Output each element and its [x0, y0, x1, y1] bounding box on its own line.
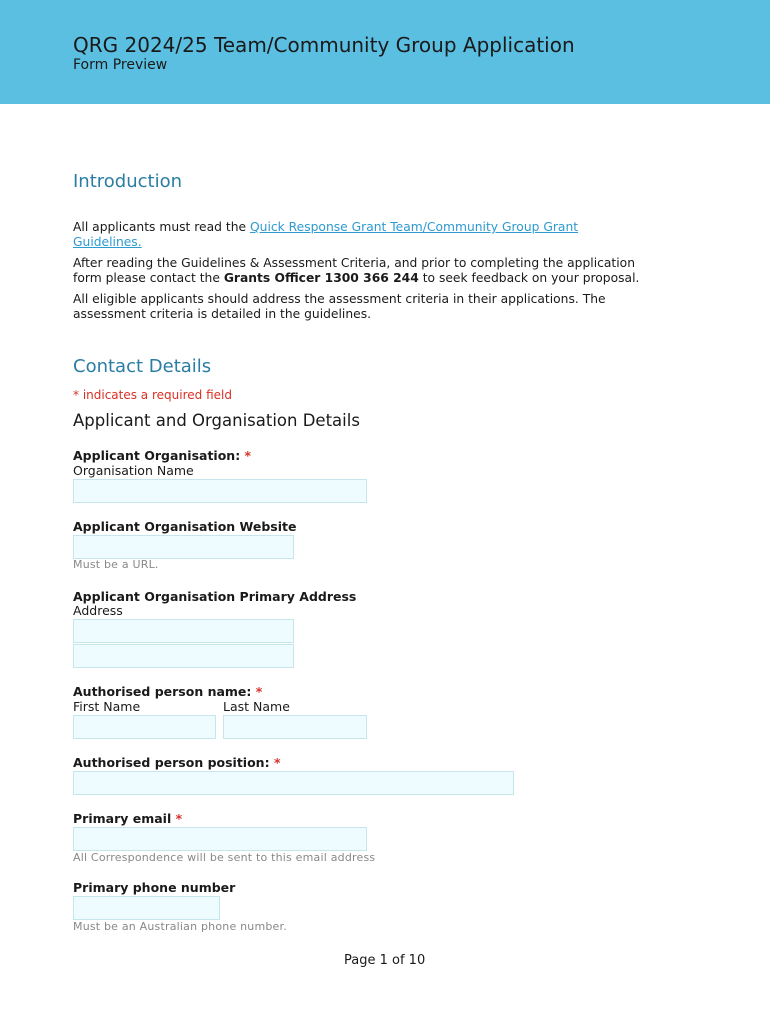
intro-paragraph-3-line2: assessment criteria is detailed in the guidelines.: [73, 307, 372, 321]
required-star: *: [175, 811, 183, 826]
address-line1-input[interactable]: [73, 619, 294, 643]
intro-paragraph-1-cont: [73, 235, 142, 250]
website-label: Applicant Organisation Website: [73, 519, 297, 534]
address-line2-input[interactable]: [73, 644, 294, 668]
page-number: Page 1 of 10: [344, 953, 426, 968]
first-name-input[interactable]: [73, 715, 216, 739]
email-label: [73, 811, 182, 826]
email-label-text: Primary email: [73, 811, 172, 826]
required-field-note: * indicates a required field: [73, 388, 232, 402]
guidelines-link-cont[interactable]: Guidelines.: [73, 235, 142, 249]
intro-p2-suffix: to seek feedback on your proposal.: [418, 271, 640, 285]
last-name-input[interactable]: [223, 715, 367, 739]
email-input[interactable]: [73, 827, 367, 851]
applicant-details-subheading: Applicant and Organisation Details: [73, 411, 360, 430]
org-name-sublabel: Organisation Name: [73, 463, 194, 478]
website-input[interactable]: [73, 535, 294, 559]
introduction-heading: Introduction: [73, 171, 183, 192]
required-star: *: [244, 448, 252, 463]
position-label: [73, 755, 280, 770]
required-star: *: [255, 684, 263, 699]
address-label: Applicant Organisation Primary Address: [73, 589, 357, 604]
phone-hint: Must be an Australian phone number.: [73, 920, 287, 933]
website-hint: Must be a URL.: [73, 558, 159, 571]
form-subtitle: Form Preview: [73, 57, 168, 73]
intro-paragraph-3-line1: All eligible applicants should address the assessment criteria in their applications. The: [73, 292, 606, 306]
intro-p2-prefix: form please contact the: [73, 271, 224, 285]
email-hint: All Correspondence will be sent to this email address: [73, 851, 376, 864]
guidelines-link[interactable]: Quick Response Grant Team/Community Group Grant: [249, 220, 579, 234]
org-label: [73, 448, 251, 463]
page-header: [0, 0, 770, 104]
org-label-text: Applicant Organisation:: [73, 448, 241, 463]
address-sublabel: Address: [73, 603, 123, 618]
intro-p1-text: All applicants must read the: [73, 220, 250, 234]
intro-paragraph-2-line2: [73, 271, 639, 286]
grants-officer-contact: Grants Officer 1300 366 244: [223, 271, 419, 285]
org-name-input[interactable]: [73, 479, 367, 503]
person-name-label: [73, 684, 262, 699]
position-input[interactable]: [73, 771, 514, 795]
intro-paragraph-1: [73, 220, 578, 235]
required-star: *: [273, 755, 281, 770]
phone-input[interactable]: [73, 896, 220, 920]
intro-paragraph-2-line1: After reading the Guidelines & Assessment Criteria, and prior to completing the application: [73, 256, 635, 270]
phone-label: Primary phone number: [73, 880, 236, 895]
last-name-sublabel: Last Name: [223, 699, 290, 714]
position-label-text: Authorised person position:: [73, 755, 270, 770]
form-title: QRG 2024/25 Team/Community Group Application: [73, 33, 575, 57]
first-name-sublabel: First Name: [73, 699, 141, 714]
person-name-label-text: Authorised person name:: [73, 684, 252, 699]
contact-details-heading: Contact Details: [73, 356, 212, 377]
